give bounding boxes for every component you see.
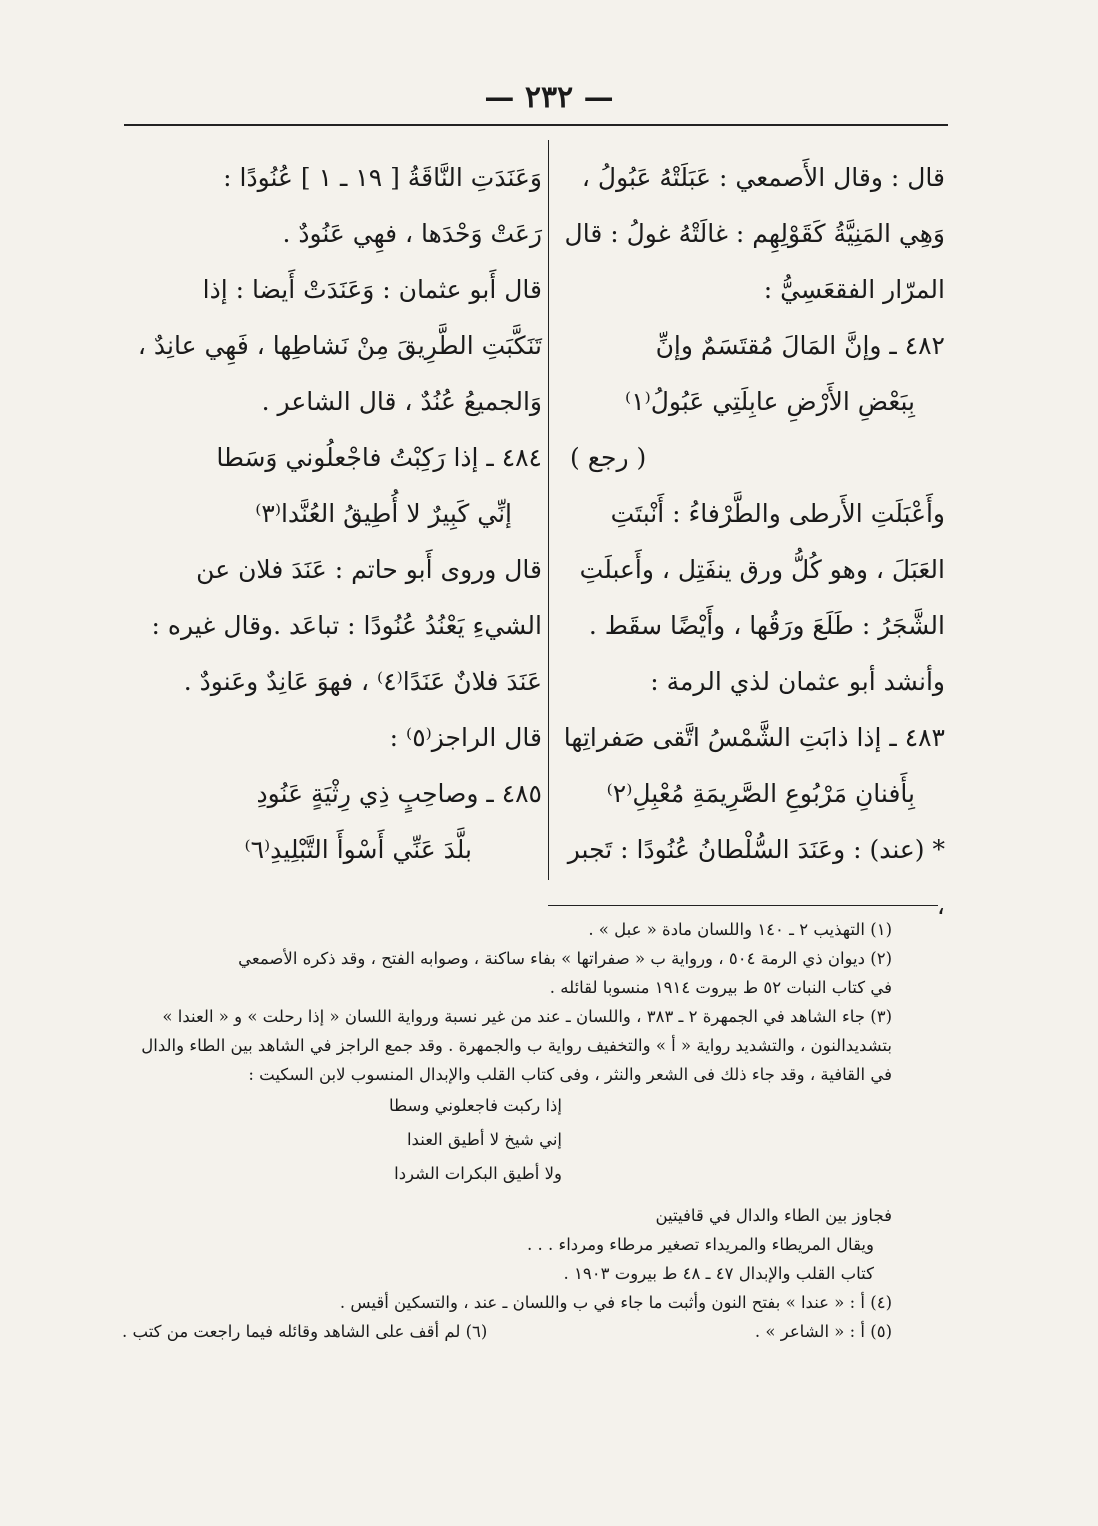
verse-484-second: إنِّي كَبِيرٌ لا أُطِيقُ العُنَّدا⁽٣⁾ bbox=[255, 499, 512, 528]
footnote-3-poem-line: إني شيخ لا أطيق العندا bbox=[406, 1130, 562, 1149]
footnote-2-cont: في كتاب النبات ٥٢ ط بيروت ١٩١٤ منسوبا لقائله . bbox=[549, 978, 892, 997]
text-line: قال الراجز⁽٥⁾ : bbox=[389, 723, 542, 752]
verse-485-first: ٤٨٥ ـ وصاحِبٍ ذِي رِثْيَةٍ عَنُودِ bbox=[256, 779, 542, 808]
text-line: عَنَدَ فلانٌ عَنَدًا⁽٤⁾ ، فهوَ عَانِدٌ وعَنودٌ . bbox=[183, 667, 542, 696]
verse-482-second: بِبَعْضِ الأَرْضِ عابِلَتِي عَبُولُ⁽١⁾ bbox=[625, 387, 915, 416]
footnote-5: (٥) أ : « الشاعر » . bbox=[754, 1322, 892, 1341]
footnote-3-cont: بتشديدالنون ، والتشديد رواية « أ » والتخفيف رواية ب والجمهرة . وقد جمع الراجز في الشاهد بين الطاء والدال bbox=[141, 1036, 892, 1055]
right-column bbox=[560, 150, 945, 934]
verse-483-first: ٤٨٣ ـ إذا ذابَتِ الشَّمْسُ اتَّقى صَفراتِها bbox=[563, 723, 945, 752]
text-line: وَالجميعُ عُنُدٌ ، قال الشاعر . bbox=[261, 387, 542, 416]
verse-485-second: بلَّدَ عَنِّي أَسْوأَ التَّبْلِيدِ⁽٦⁾ bbox=[244, 835, 472, 864]
footnote-3-cont: فجاوز بين الطاء والدال في قافيتين bbox=[655, 1206, 892, 1225]
footnote-3-cont: ويقال المريطاء والمريداء تصغير مرطاء ومرداء . . . bbox=[526, 1235, 874, 1254]
ref-rja: ( رجع ) bbox=[570, 443, 647, 472]
page-number: — ٢٣٢ — bbox=[484, 80, 614, 115]
column-divider bbox=[548, 140, 549, 880]
footnote-4: (٤) أ : « عندا » بفتح النون وأثبت ما جاء في ب واللسان ـ عند ، والتسكين أقيس . bbox=[339, 1293, 892, 1312]
text-line: وَهِي المَنِيَّةُ كَقَوْلِهِم : غالَتْهُ غولُ : قال bbox=[564, 219, 945, 248]
text-line: تَنَكَّبَتِ الطَّرِيقَ مِنْ نَشاطِها ، فَهِي عانِدٌ ، bbox=[137, 331, 542, 360]
footnote-1: (١) التهذيب ٢ ـ ١٤٠ واللسان مادة « عبل » . bbox=[588, 920, 892, 939]
text-line: وأنشد أبو عثمان لذي الرمة : bbox=[650, 667, 945, 696]
text-line: الشيءِ يَعْنُدُ عُنُودًا : تباعَد .وقال غيره : bbox=[151, 611, 542, 640]
footnote-2: (٢) ديوان ذي الرمة ٥٠٤ ، ورواية ب « صفراتها » بفاء ساكنة ، وصوابه الفتح ، وقد ذكره الأصمعي bbox=[238, 949, 892, 968]
text-line: وأَعْبَلَتِ الأَرطى والطَّرْفاءُ : أَنْبتَتِ bbox=[610, 499, 945, 528]
header-rule bbox=[124, 124, 948, 126]
text-line: الشَّجَرُ : طَلَعَ ورَقُها ، وأَيْضًا سقَط . bbox=[588, 611, 945, 640]
verse-483-second: بِأَفنانِ مَرْبُوعِ الصَّرِيمَةِ مُعْبِلِ⁽٢⁾ bbox=[606, 779, 915, 808]
footnotes bbox=[122, 915, 892, 1346]
text-line: قال : وقال الأَصمعي : عَبَلَتْهُ عَبُولُ ، bbox=[581, 163, 945, 192]
left-column bbox=[122, 150, 542, 878]
footnote-3: (٣) جاء الشاهد في الجمهرة ٢ ـ ٣٨٣ ، واللسان ـ عند من غير نسبة ورواية اللسان « إذا رحلت » و « العندا » bbox=[162, 1007, 892, 1026]
text-line: المرّار الفقعَسِيُّ : bbox=[763, 275, 945, 304]
footnote-rule bbox=[548, 905, 938, 906]
text-line: قال وروى أَبو حاتم : عَنَدَ فلان عن bbox=[196, 555, 542, 584]
text-line: العَبَلَ ، وهو كُلُّ ورق ينفَتِل ، وأَعبلَتِ bbox=[579, 555, 945, 584]
footnote-3-poem-line: ولا أطيق البكرات الشردا bbox=[394, 1164, 562, 1183]
text-line: رَعَتْ وَحْدَها ، فهِي عَنُودٌ . bbox=[282, 219, 542, 248]
footnote-3-poem-line: إذا ركبت فاجعلوني وسطا bbox=[388, 1096, 562, 1115]
text-line: قال أَبو عثمان : وَعَنَدَتْ أَيضا : إذا bbox=[202, 275, 542, 304]
entry-heading-ind: * (عند) : وعَنَدَ السُّلْطانُ عُنُودًا : تَجبر ، bbox=[567, 835, 945, 920]
verse-484-first: ٤٨٤ ـ إذا رَكِبْتُ فاجْعلُوني وَسَطا bbox=[216, 443, 542, 472]
footnote-6: (٦) لم أقف على الشاهد وقائله فيما راجعت من كتب . bbox=[122, 1322, 488, 1341]
footnote-3-cont: في القافية ، وقد جاء ذلك فى الشعر والنثر ، وفى كتاب القلب والإبدال المنسوب لابن السكيت : bbox=[248, 1065, 892, 1084]
footnotes-5-6-row bbox=[122, 1317, 892, 1346]
text-line: وَعَنَدَتِ النَّاقَةُ [ ١٩ ـ ١ ] عُنُودًا : bbox=[223, 163, 542, 192]
footnote-3-cont: كتاب القلب والإبدال ٤٧ ـ ٤٨ ط بيروت ١٩٠٣ . bbox=[563, 1264, 874, 1283]
verse-482-first: ٤٨٢ ـ وإنَّ المَالَ مُقتَسَمٌ وإنِّ bbox=[655, 331, 945, 360]
